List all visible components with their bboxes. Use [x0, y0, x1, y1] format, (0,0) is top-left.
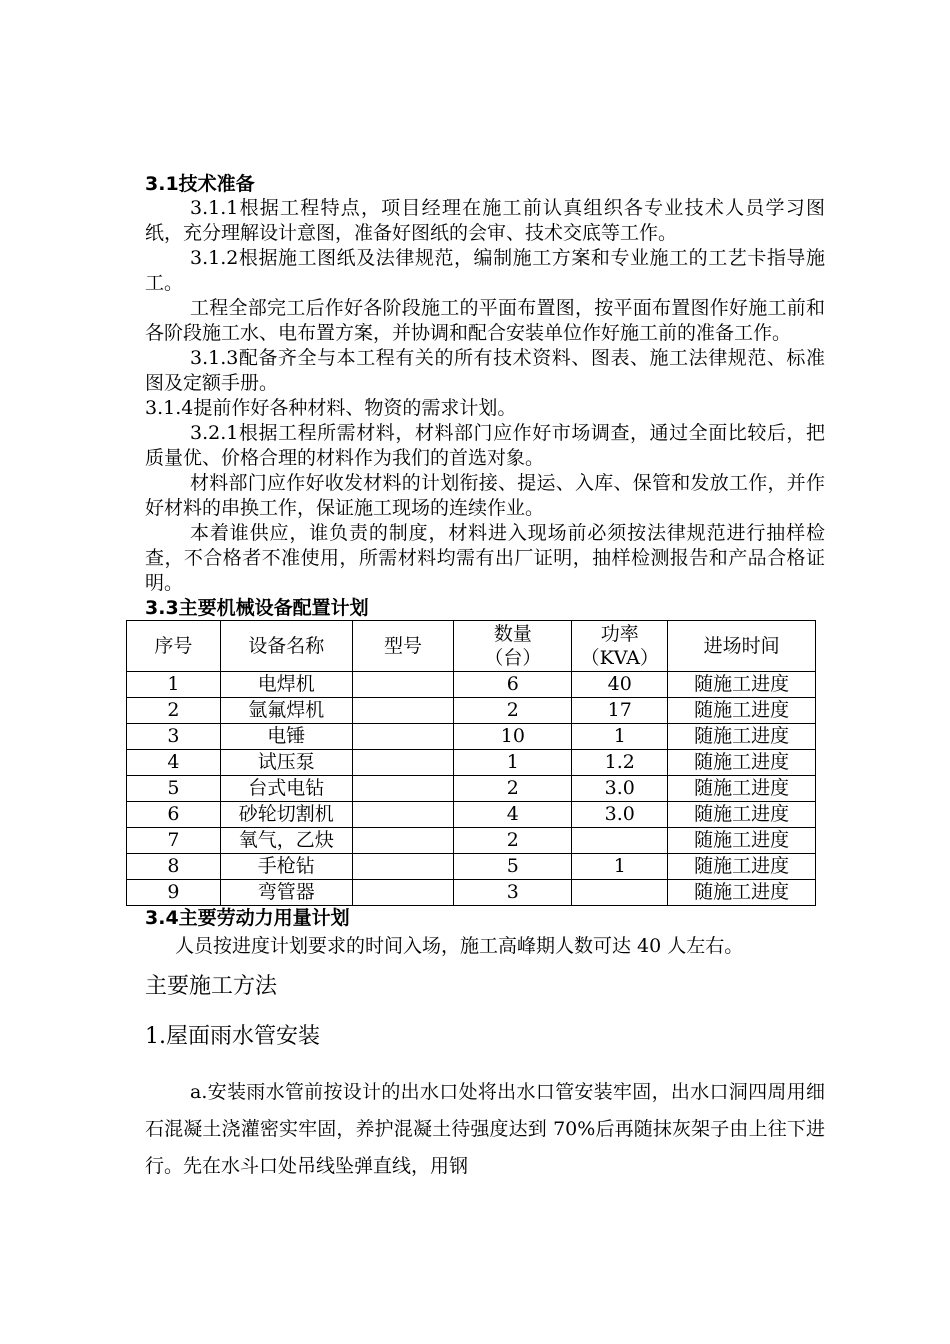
cell-no: 2: [127, 698, 221, 724]
cell-no: 9: [127, 880, 221, 906]
cell-power: 1.2: [572, 750, 668, 776]
cell-name: 手枪钻: [220, 854, 352, 880]
section-heading-3-3: 3.3主要机械设备配置计划: [145, 597, 369, 619]
header-model: 型号: [352, 621, 454, 672]
cell-model: [352, 802, 454, 828]
header-time: 进场时间: [668, 621, 816, 672]
paragraph-layout-plan: 工程全部完工后作好各阶段施工的平面布置图，按平面布置图作好施工前和各阶段施工水、电布置方案，并协调和配合安装单位作好施工前的准备工作。: [145, 297, 825, 344]
header-power: [572, 621, 668, 672]
cell-name: 试压泵: [220, 750, 352, 776]
cell-no: 7: [127, 828, 221, 854]
header-name: 设备名称: [220, 621, 352, 672]
cell-name: 弯管器: [220, 880, 352, 906]
cell-qty: 4: [454, 802, 572, 828]
cell-qty: 5: [454, 854, 572, 880]
cell-time: 随施工进度: [668, 698, 816, 724]
cell-power: 3.0: [572, 802, 668, 828]
header-qty-line1: 数量: [493, 623, 532, 645]
cell-no: 8: [127, 854, 221, 880]
header-qty-line2: （台）: [484, 647, 542, 669]
cell-qty: 3: [454, 880, 572, 906]
cell-name: 砂轮切割机: [220, 802, 352, 828]
equipment-table: [126, 620, 816, 906]
methods-heading: 主要施工方法: [145, 974, 278, 999]
cell-no: 3: [127, 724, 221, 750]
cell-name: 氧气，乙炔: [220, 828, 352, 854]
table-row: [127, 776, 816, 802]
document-page: [145, 172, 825, 1185]
cell-power: 17: [572, 698, 668, 724]
methods-paragraph-text: a.安装雨水管前按设计的出水口处将出水口管安装牢固，出水口洞四周用细石混凝土浇灌密实牢固，养护混凝土待强度达到 70%后再随抹灰架子由上往下进行。先在水斗口处吊线坠弹直线，用钢: [145, 1081, 825, 1177]
table-row: [127, 672, 816, 698]
cell-qty: 1: [454, 750, 572, 776]
cell-power: 3.0: [572, 776, 668, 802]
cell-name: 台式电钻: [220, 776, 352, 802]
cell-power: 1: [572, 854, 668, 880]
cell-name: 电锤: [220, 724, 352, 750]
cell-model: [352, 724, 454, 750]
cell-model: [352, 880, 454, 906]
table-row: [127, 698, 816, 724]
cell-model: [352, 672, 454, 698]
table-row: [127, 854, 816, 880]
cell-no: 4: [127, 750, 221, 776]
cell-model: [352, 854, 454, 880]
section-heading-3-4: 3.4主要劳动力用量计划: [145, 907, 350, 929]
table-row: [127, 828, 816, 854]
paragraph-3-2-1: 3.2.1根据工程所需材料，材料部门应作好市场调查，通过全面比较后，把质量优、价格合理的材料作为我们的首选对象。: [145, 422, 825, 469]
paragraph-3-1-1: 3.1.1根据工程特点，项目经理在施工前认真组织各专业技术人员学习图纸，充分理解设计意图，准备好图纸的会审、技术交底等工作。: [145, 197, 825, 244]
cell-power: 40: [572, 672, 668, 698]
cell-qty: 6: [454, 672, 572, 698]
cell-no: 1: [127, 672, 221, 698]
table-row: [127, 880, 816, 906]
cell-model: [352, 698, 454, 724]
section-heading-3-1: 3.1技术准备: [145, 173, 255, 195]
cell-power: 1: [572, 724, 668, 750]
header-power-line1: 功率: [600, 623, 639, 645]
table-row: [127, 802, 816, 828]
paragraph-3-1-4: 3.1.4提前作好各种材料、物资的需求计划。: [145, 397, 517, 419]
cell-power: [572, 880, 668, 906]
cell-model: [352, 750, 454, 776]
cell-qty: 2: [454, 698, 572, 724]
table-row: [127, 724, 816, 750]
cell-time: 随施工进度: [668, 776, 816, 802]
header-power-line2: （KVA）: [580, 647, 659, 669]
labor-plan-text: 人员按进度计划要求的时间入场，施工高峰期人数可达 40 人左右。: [175, 935, 744, 957]
cell-model: [352, 776, 454, 802]
cell-qty: 10: [454, 724, 572, 750]
paragraph-3-1-3: 3.1.3配备齐全与本工程有关的所有技术资料、图表、施工法律规范、标准图及定额手册。: [145, 347, 825, 394]
methods-subheading: 1.屋面雨水管安装: [145, 1024, 320, 1049]
paragraph-supply-rule: 本着谁供应，谁负责的制度，材料进入现场前必须按法律规范进行抽样检查，不合格者不准使用，所需材料均需有出厂证明，抽样检测报告和产品合格证明。: [145, 522, 825, 594]
cell-time: 随施工进度: [668, 802, 816, 828]
cell-time: 随施工进度: [668, 854, 816, 880]
table-header-row: [127, 621, 816, 672]
methods-paragraph: [145, 1074, 825, 1185]
cell-qty: 2: [454, 828, 572, 854]
cell-model: [352, 828, 454, 854]
cell-power: [572, 828, 668, 854]
cell-time: 随施工进度: [668, 880, 816, 906]
cell-no: 5: [127, 776, 221, 802]
paragraph-3-1-2: 3.1.2根据施工图纸及法律规范，编制施工方案和专业施工的工艺卡指导施工。: [145, 247, 825, 294]
cell-time: 随施工进度: [668, 724, 816, 750]
paragraph-material-dept: 材料部门应作好收发材料的计划衔接、提运、入库、保管和发放工作，并作好材料的串换工作，保证施工现场的连续作业。: [145, 472, 825, 519]
header-qty: [454, 621, 572, 672]
cell-time: 随施工进度: [668, 828, 816, 854]
cell-time: 随施工进度: [668, 672, 816, 698]
cell-time: 随施工进度: [668, 750, 816, 776]
cell-qty: 2: [454, 776, 572, 802]
cell-name: 电焊机: [220, 672, 352, 698]
header-no: 序号: [127, 621, 221, 672]
cell-no: 6: [127, 802, 221, 828]
table-row: [127, 750, 816, 776]
cell-name: 氩氟焊机: [220, 698, 352, 724]
